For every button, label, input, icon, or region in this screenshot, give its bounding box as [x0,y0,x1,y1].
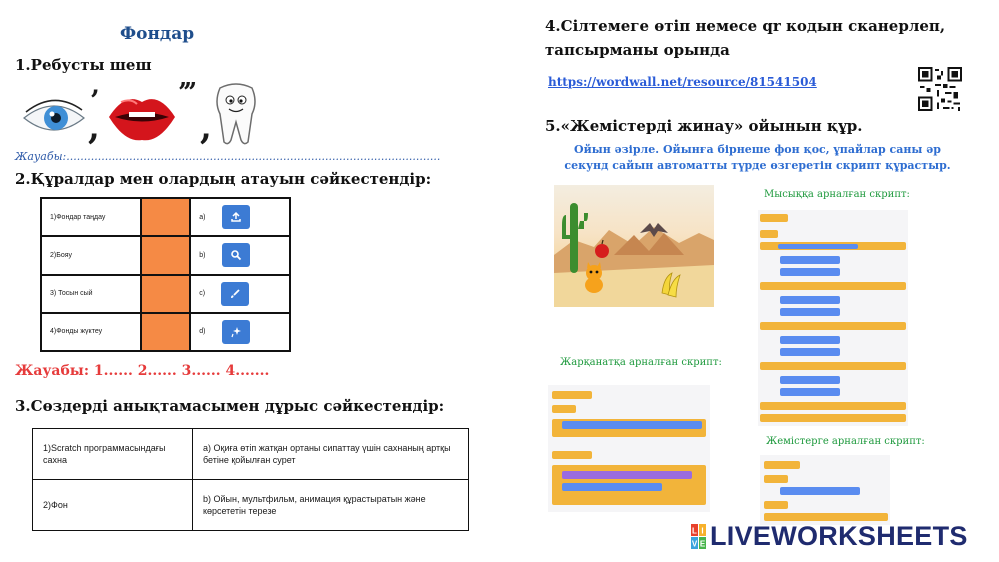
task4-heading: 4.Сілтемеге өтіп немесе qr кодын сканерлеп, тапсырманы орында [545,17,946,59]
brush-icon [221,282,249,306]
comma-mark: , [200,108,212,148]
logo-badge-icon [691,524,707,550]
task5-description: Ойын әзірле. Ойынға бірнеше фон қос, ұпайлар саны әр секунд сайын автоматты түрде өзгеретін скрипт құрастыр. [564,143,951,172]
definition-term: 1)Scratch программасындағы сахна [33,429,193,480]
comma-mark: , [88,108,100,148]
table-row [41,198,290,236]
logo-badge-letter: I [701,526,704,535]
task5-heading: 5.«Жемістерді жинау» ойынын құр. [545,117,863,135]
logo-badge-letter: L [692,526,697,535]
cat-script-caption: Мысыққа арналған скрипт: [764,189,910,200]
magnifier-icon [222,243,250,267]
logo-badge-letter: E [699,539,706,548]
lips-image [107,90,177,145]
task1-answer[interactable]: Жауабы:........................................................................................................... [15,150,441,163]
tool-letter: b) [199,251,206,259]
definition-term: 2)Фон [33,480,193,531]
game-scene-image [554,185,714,307]
bat-script-caption: Жарқанатқа арналған скрипт: [560,357,722,368]
tool-term: 2)Бояу [41,236,141,274]
table-row [41,275,290,313]
liveworksheets-logo [691,521,968,552]
task1-heading: 1.Ребусты шеш [15,56,152,74]
tool-letter: d) [199,328,206,336]
definitions-table [32,428,469,531]
answer-cell[interactable] [141,275,191,313]
tool-letter: a) [199,213,206,221]
logo-badge-letter: V [691,539,698,548]
answer-cell[interactable] [141,198,191,236]
wordwall-link[interactable]: https://wordwall.net/resource/81541504 [548,75,817,89]
logo-text: LIVEWORKSHEETS [710,521,968,551]
task3-heading: 3.Сөздерді анықтамасымен дұрыс сәйкестендір: [15,397,445,415]
task2-heading: 2.Құралдар мен олардың атауын сәйкестендір: [15,170,432,188]
table-row [41,313,290,351]
answer-cell[interactable] [141,313,191,351]
table-row [33,480,469,531]
tooth-image [214,82,258,146]
comma-mark: ’’’ [178,78,194,108]
tool-letter: c) [199,290,206,298]
fruit-script-image [760,455,890,525]
definition-text: b) Ойын, мультфильм, анимация құрастыратын және көрсететін терезе [193,480,469,531]
tool-term: 3) Тосын сый [41,275,141,313]
definition-text: a) Оқиға өтіп жатқан ортаны сипаттау үшін сахнаның артқы бетіне қойылған сурет [193,429,469,480]
table-row [41,236,290,274]
bat-script-image [548,385,710,512]
tools-matching-table [40,197,291,352]
comma-mark: ’ [90,84,100,117]
upload-icon [222,205,250,229]
tool-term: 1)Фондар таңдау [41,198,141,236]
qr-code [918,67,962,111]
answer-cell[interactable] [141,236,191,274]
eye-image [22,98,86,138]
table-row [33,429,469,480]
page-title: Фондар [120,24,195,44]
sparkle-icon [222,320,250,344]
task2-answer[interactable]: Жауабы: 1...... 2...... 3...... 4....... [15,363,270,379]
fruit-script-caption: Жемістерге арналған скрипт: [766,436,925,447]
tool-term: 4)Фонды жүктеу [41,313,141,351]
cat-script-image [758,210,908,426]
